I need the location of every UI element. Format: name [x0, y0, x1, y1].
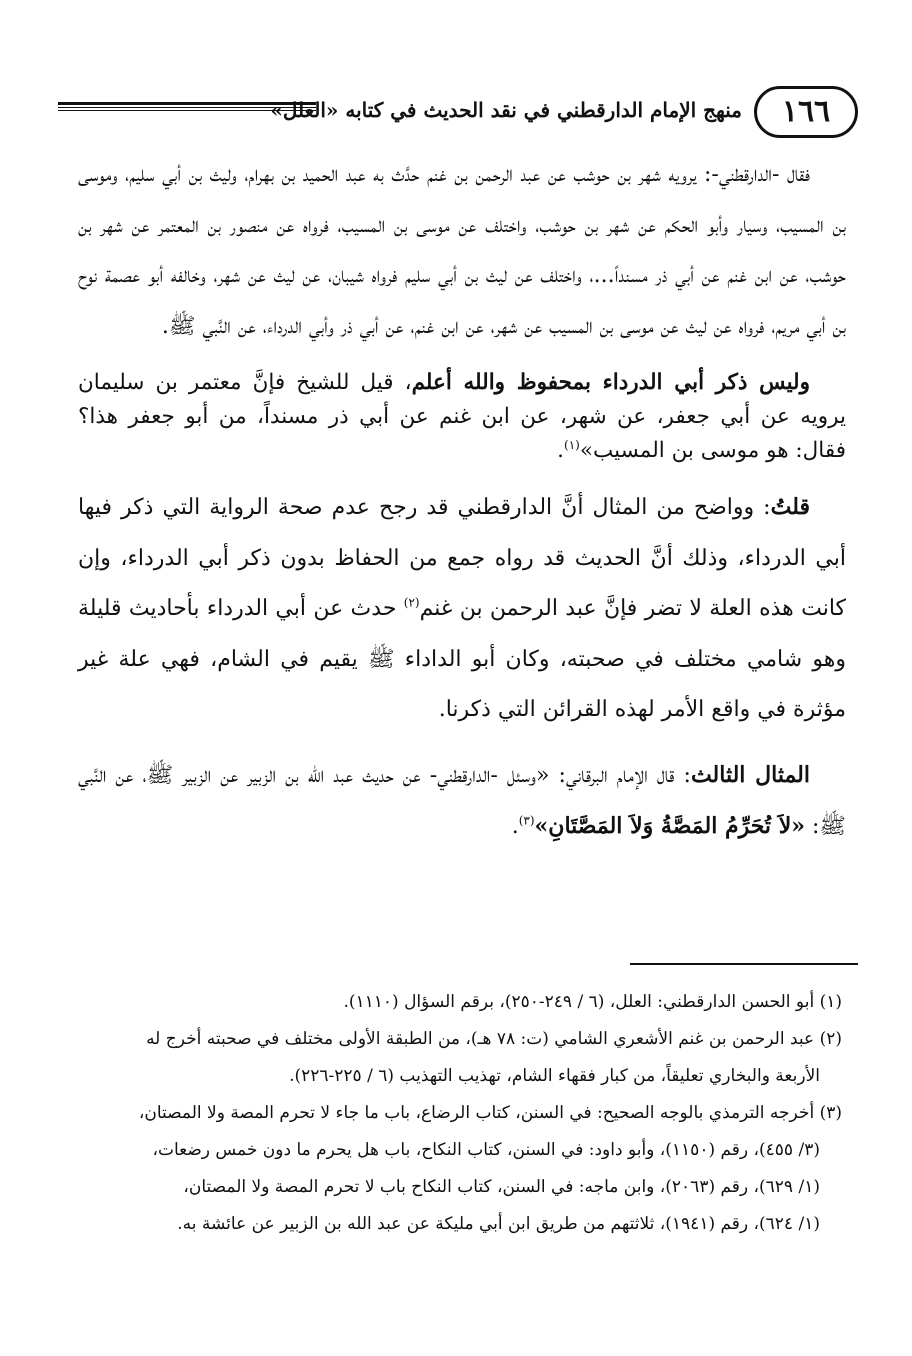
paragraph-tail: .: [557, 438, 565, 463]
page-header: [58, 86, 858, 144]
footnote-line: (١/ ٦٢٤)، رقم (١٩٤١)، ثلاثتهم من طريق ابن أبي مليكة عن عبد الله بن الزبير عن عائشة به.: [177, 1214, 820, 1234]
footnotes: [80, 984, 842, 1243]
paragraph-text: ، قيل للشيخ فإنَّ معتمر بن سليمان يرويه عن أبي جعفر، عن شهر، عن ابن غنم عن أبي ذر مسنداً، من أبو جعفر هذا؟ فقال: هو موسى بن المسيب»: [78, 370, 846, 463]
footnote-ref-2: (٢): [403, 595, 420, 610]
footnote-separator: [630, 963, 858, 965]
paragraph-1: [78, 150, 846, 352]
paragraph-text-continued: حدث عن أبي الدرداء بأحاديث قليلة وهو شامي مختلف في صحبته، وكان أبو الداداء ﷺ يقيم في الشام، فهي علة غير مؤثرة في واقع الأمر لهذه القرائن التي ذكرنا.: [78, 596, 846, 722]
footnote-line: (٣/ ٤٥٥)، رقم (١١٥٠)، وأبو داود: في السنن، كتاب النكاح، باب هل يحرم ما دون خمس رضعات،: [152, 1140, 820, 1160]
footnote-2: [80, 1021, 842, 1095]
footnote-number: (٣): [819, 1103, 842, 1123]
paragraph-tail: .: [511, 814, 519, 839]
bold-lead: وليس ذكر أبي الدرداء بمحفوظ والله أعلم: [411, 370, 810, 395]
footnote-line: الأربعة والبخاري تعليقاً، من كبار فقهاء الشام، تهذيب التهذيب (٦ / ٢٢٥-٢٢٦).: [289, 1066, 820, 1086]
page-number-badge: ١٦٦: [754, 86, 858, 138]
paragraph-text: فقال -الدارقطني-: يرويه شهر بن حوشب عن عبد الرحمن بن غنم حدَّث به عبد الحميد بن بهرام، وليث بن أبي سليم، وموسى بن المسيب، وسيار وأبو الحكم عن شهر بن حوشب، واختلف عن موسى بن المسيب، فرواه عن منصور بن المعتمر عن شهر بن حوشب، عن ابن غنم عن أبي ذر مسنداً...، واختلف عن ليث بن أبي سليم فرواه شيبان، عن ليث عن شهر، وخالفه أبو عصمة نوح بن أبي مريم، فرواه عن ليث عن موسى بن المسيب عن شهر، عن ابن غنم، عن أبي ذر وأبي الدرداء، عن النَّبي ﷺ.: [78, 162, 846, 339]
footnote-line: أبو الحسن الدارقطني: العلل، (٦ / ٢٤٩-٢٥٠)، برقم السؤال (١١١٠).: [343, 992, 815, 1012]
footnote-number: (٢): [819, 1029, 842, 1049]
paragraph-3: [78, 482, 846, 736]
footnote-line: عبد الرحمن بن غنم الأشعري الشامي (ت: ٧٨ هـ)، من الطبقة الأولى مختلف في صحبته أخرج له: [146, 1029, 815, 1049]
main-text: [78, 150, 846, 867]
running-title: منهج الإمام الدارقطني في نقد الحديث في كتابه «العلل»: [270, 98, 742, 122]
hadith-quote: «لاَ تُحَرِّمُ المَصَّةُ وَلاَ المَصَّتَانِ»: [534, 813, 806, 839]
paragraph-text: : قال الإمام البرقاني: «وسئل -الدارقطني- عن حديث عبد الله بن الزبير عن الزبير ﷺ، عن النَّبي ﷺ:: [78, 762, 846, 839]
footnote-line: أخرجه الترمذي بالوجه الصحيح: في السنن، كتاب الرضاع، باب ما جاء لا تحرم المصة ولا المصتان،: [138, 1103, 815, 1123]
bold-lead: قلتُ: [770, 494, 810, 520]
footnote-3: [80, 1095, 842, 1243]
bold-lead: المثال الثالث: [690, 761, 811, 788]
footnote-ref-3: (٣): [518, 813, 535, 828]
header-rule: [58, 102, 316, 111]
footnote-ref-1: (١): [564, 437, 580, 452]
footnote-number: (١): [819, 992, 842, 1012]
paragraph-text: : وواضح من المثال أنَّ الدارقطني قد رجح عدم صحة الرواية التي ذكر فيها أبي الدرداء، وذلك أنَّ الحديث قد رواه جمع من الحفاظ بدون ذكر أبي الدرداء، وإن كانت هذه العلة لا تضر فإنَّ عبد الرحمن بن غنم: [78, 495, 846, 621]
footnote-line: (١/ ٦٢٩)، رقم (٢٠٦٣)، وابن ماجه: في السنن، كتاب النكاح باب لا تحرم المصة ولا المصتان،: [183, 1177, 820, 1197]
paragraph-2: [78, 366, 846, 468]
footnote-1: [80, 984, 842, 1021]
paragraph-4: [78, 750, 846, 853]
